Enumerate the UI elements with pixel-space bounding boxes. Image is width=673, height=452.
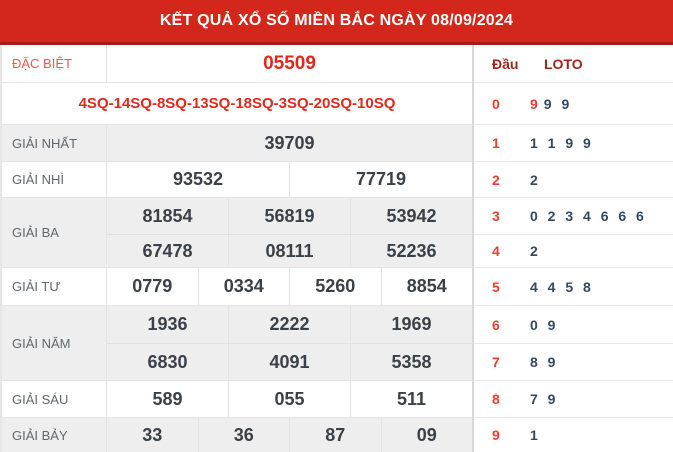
- loto-row: [474, 418, 673, 452]
- special-prize-value: 05509: [263, 52, 316, 74]
- loto-column-header: LOTO: [544, 55, 583, 72]
- loto-digits: 2: [530, 243, 541, 259]
- seventh-prize-value: 36: [198, 418, 290, 452]
- sixth-prize-value: 511: [350, 381, 472, 417]
- fifth-prize-label: GIẢI NĂM: [2, 306, 107, 380]
- third-prize-value: 56819: [228, 198, 350, 234]
- third-prize-label: GIẢI BA: [2, 198, 107, 267]
- seventh-prize-value: 33: [142, 424, 163, 445]
- sixth-prize-value: 589: [152, 388, 183, 409]
- fifth-prize-value: 4091: [228, 344, 350, 380]
- second-prize-label: GIẢI NHÌ: [2, 162, 107, 197]
- fourth-prize-value: 8854: [381, 268, 473, 305]
- loto-digit-list: 9 9: [543, 95, 573, 112]
- loto-digits: 7 9: [530, 391, 559, 407]
- loto-head-column-header: Đầu: [492, 55, 519, 72]
- second-prize-value: 77719: [289, 162, 472, 197]
- fourth-prize-value: 5260: [289, 268, 381, 305]
- special-prize-label: ĐẶC BIỆT: [2, 45, 107, 82]
- stats-line: 4SQ-14SQ-8SQ-13SQ-18SQ-3SQ-20SQ-10SQ: [78, 95, 396, 112]
- loto-head-digit: 5: [492, 278, 500, 295]
- loto-header-row: [474, 45, 673, 83]
- loto-row: [474, 381, 673, 418]
- fourth-prize-label: GIẢI TƯ: [2, 268, 107, 305]
- first-prize-value: 39709: [264, 132, 315, 153]
- loto-highlight-digit: 9: [530, 95, 541, 112]
- fifth-prize-value: 5358: [350, 344, 472, 380]
- loto-digits: 2: [530, 171, 541, 188]
- loto-row: [474, 198, 673, 235]
- loto-head-digit: 6: [492, 316, 500, 333]
- fifth-prize-value: 1969: [350, 306, 472, 343]
- seventh-prize-label: GIẢI BẢY: [2, 418, 107, 452]
- third-prize-value: 81854: [142, 205, 193, 226]
- seventh-prize-value: 87: [289, 418, 381, 452]
- table-row: [2, 45, 472, 83]
- loto-digits: 0 9: [530, 316, 559, 333]
- fifth-prize-value: 6830: [147, 351, 188, 372]
- loto-head-digit: 0: [492, 95, 500, 112]
- table-row: [2, 268, 472, 306]
- loto-row: [474, 162, 673, 198]
- loto-row: [474, 125, 673, 162]
- loto-row: [474, 306, 673, 344]
- seventh-prize-value: 09: [381, 418, 473, 452]
- results-body: [0, 45, 673, 452]
- third-prize-value: 67478: [142, 240, 193, 261]
- third-prize-value: 53942: [350, 198, 472, 234]
- loto-row: [474, 235, 673, 268]
- first-prize-label: GIẢI NHẤT: [2, 125, 107, 161]
- table-row: [2, 418, 472, 452]
- second-prize-value: 93532: [172, 169, 224, 189]
- loto-digits: 8 9: [530, 354, 559, 370]
- third-prize-value: 52236: [350, 235, 472, 267]
- loto-head-digit: 7: [492, 354, 500, 370]
- fourth-prize-value: 0334: [198, 268, 290, 305]
- loto-head-digit: 2: [492, 171, 500, 188]
- loto-head-digit: 1: [492, 135, 500, 151]
- table-row: [2, 83, 472, 125]
- loto-table: [472, 45, 673, 452]
- loto-row: [474, 83, 673, 125]
- table-row: [2, 125, 472, 162]
- table-row: [2, 162, 472, 198]
- loto-row: [474, 268, 673, 306]
- loto-digits: 1 1 9 9: [530, 135, 594, 151]
- loto-digits: 1: [530, 427, 541, 443]
- loto-row: [474, 344, 673, 381]
- sixth-prize-value: 055: [228, 381, 350, 417]
- loto-digits: 4 4 5 8: [530, 278, 594, 295]
- loto-digits: 0 2 3 4 6 6 6: [530, 208, 647, 224]
- sixth-prize-label: GIẢI SÁU: [2, 381, 107, 417]
- loto-digits: [530, 96, 572, 112]
- fourth-prize-value: 0779: [132, 276, 173, 296]
- third-prize-value: 08111: [228, 235, 350, 267]
- table-row: [2, 306, 472, 381]
- table-row: [2, 381, 472, 418]
- fifth-prize-value: 2222: [228, 306, 350, 343]
- page-title: KẾT QUẢ XỔ SỐ MIỀN BẮC NGÀY 08/09/2024: [0, 0, 673, 45]
- loto-head-digit: 4: [492, 243, 500, 259]
- loto-head-digit: 8: [492, 391, 500, 407]
- loto-head-digit: 9: [492, 427, 500, 443]
- table-row: [2, 198, 472, 268]
- fifth-prize-value: 1936: [147, 314, 188, 334]
- loto-head-digit: 3: [492, 208, 500, 224]
- prize-results-table: [0, 45, 472, 452]
